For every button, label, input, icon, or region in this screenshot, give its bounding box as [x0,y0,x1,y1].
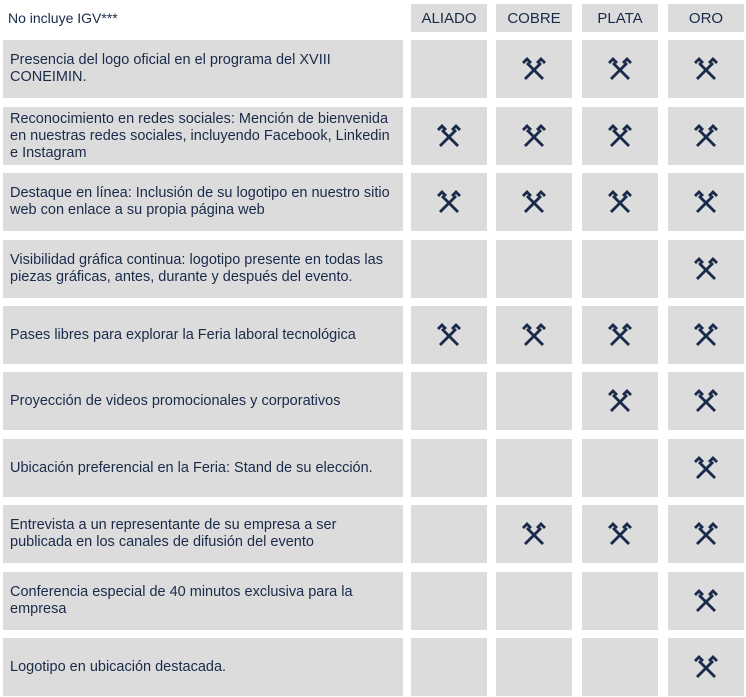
cell-aliado [411,40,487,98]
benefit-label: Conferencia especial de 40 minutos exclusiva para la empresa [3,572,403,630]
cell-plata [582,572,658,630]
cell-aliado [411,572,487,630]
cell-oro [668,306,744,364]
cell-cobre [496,439,572,497]
crossed-hammers-icon [519,521,549,547]
cell-plata [582,372,658,430]
cell-plata [582,306,658,364]
cell-cobre [496,107,572,165]
crossed-hammers-icon [691,56,721,82]
cell-oro [668,439,744,497]
cell-plata [582,40,658,98]
cell-plata [582,638,658,696]
cell-cobre [496,572,572,630]
column-header-aliado: ALIADO [411,4,487,32]
crossed-hammers-icon [691,654,721,680]
cell-cobre [496,638,572,696]
crossed-hammers-icon [691,588,721,614]
cell-plata [582,240,658,298]
crossed-hammers-icon [605,189,635,215]
cell-plata [582,107,658,165]
cell-aliado [411,505,487,563]
crossed-hammers-icon [434,189,464,215]
column-header-cobre: COBRE [496,4,572,32]
crossed-hammers-icon [434,322,464,348]
cell-oro [668,572,744,630]
cell-oro [668,107,744,165]
cell-plata [582,173,658,231]
benefit-label: Presencia del logo oficial en el programa del XVIII CONEIMIN. [3,40,403,98]
crossed-hammers-icon [519,123,549,149]
crossed-hammers-icon [691,455,721,481]
crossed-hammers-icon [691,123,721,149]
column-header-oro: ORO [668,4,744,32]
cell-aliado [411,306,487,364]
cell-oro [668,638,744,696]
crossed-hammers-icon [691,388,721,414]
benefit-label: Logotipo en ubicación destacada. [3,638,403,696]
crossed-hammers-icon [434,123,464,149]
cell-cobre [496,173,572,231]
cell-aliado [411,107,487,165]
column-header-plata: PLATA [582,4,658,32]
cell-aliado [411,638,487,696]
benefit-label: Visibilidad gráfica continua: logotipo presente en todas las piezas gráficas, antes, durante y después del evento. [3,240,403,298]
cell-cobre [496,372,572,430]
crossed-hammers-icon [519,322,549,348]
cell-aliado [411,240,487,298]
cell-cobre [496,505,572,563]
cell-cobre [496,40,572,98]
crossed-hammers-icon [691,521,721,547]
benefit-label: Proyección de videos promocionales y corporativos [3,372,403,430]
crossed-hammers-icon [691,256,721,282]
crossed-hammers-icon [605,521,635,547]
crossed-hammers-icon [691,322,721,348]
cell-cobre [496,240,572,298]
crossed-hammers-icon [691,189,721,215]
cell-plata [582,505,658,563]
cell-oro [668,240,744,298]
cell-cobre [496,306,572,364]
benefit-label: Destaque en línea: Inclusión de su logotipo en nuestro sitio web con enlace a su propia página web [3,173,403,231]
crossed-hammers-icon [605,56,635,82]
cell-oro [668,173,744,231]
cell-oro [668,372,744,430]
benefit-label: Reconocimiento en redes sociales: Mención de bienvenida en nuestras redes sociales, incluyendo Facebook, Linkedin e Instagram [3,107,403,165]
tax-note: No incluye IGV*** [8,10,118,26]
benefit-label: Entrevista a un representante de su empresa a ser publicada en los canales de difusión del evento [3,505,403,563]
cell-aliado [411,372,487,430]
crossed-hammers-icon [605,388,635,414]
cell-aliado [411,173,487,231]
benefit-label: Ubicación preferencial en la Feria: Stand de su elección. [3,439,403,497]
cell-plata [582,439,658,497]
cell-oro [668,505,744,563]
crossed-hammers-icon [605,123,635,149]
crossed-hammers-icon [519,56,549,82]
crossed-hammers-icon [605,322,635,348]
cell-aliado [411,439,487,497]
cell-oro [668,40,744,98]
crossed-hammers-icon [519,189,549,215]
benefit-label: Pases libres para explorar la Feria laboral tecnológica [3,306,403,364]
